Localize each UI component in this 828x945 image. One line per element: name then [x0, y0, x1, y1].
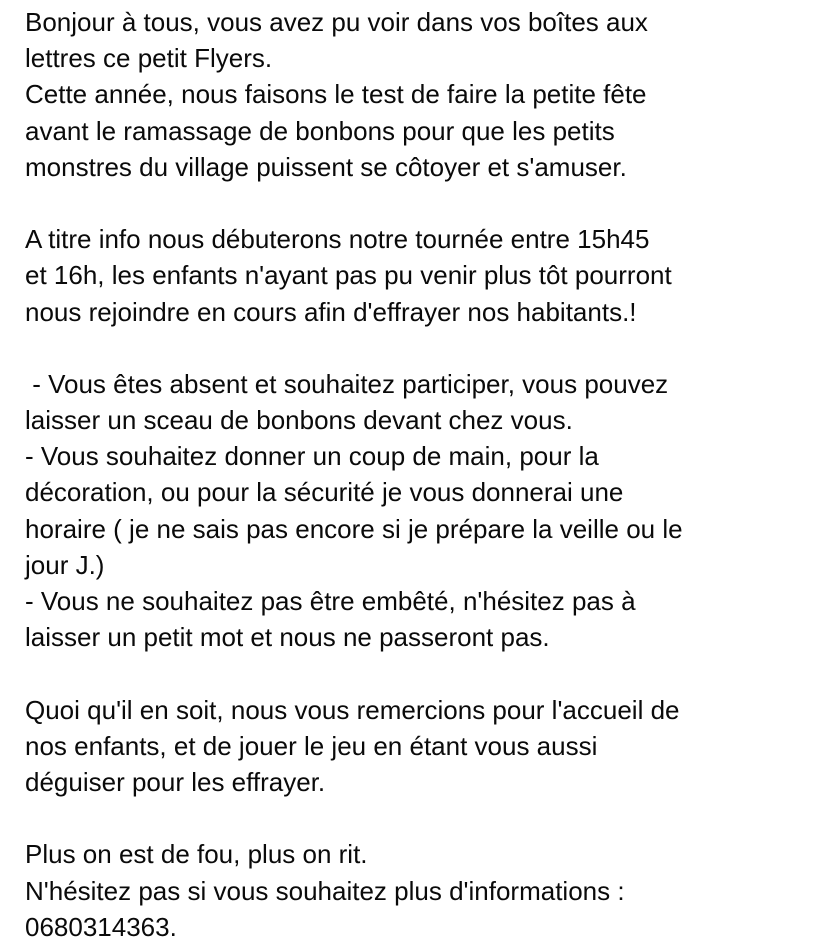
text-line: laisser un sceau de bonbons devant chez vous. — [25, 405, 573, 436]
paragraph-spacer — [25, 185, 820, 221]
text-line: nos enfants, et de jouer le jeu en étant vous aussi — [25, 730, 598, 761]
text-line: jour J.) — [25, 549, 105, 580]
text-line: avant le ramassage de bonbons pour que les petits — [25, 115, 615, 146]
text-line: Bonjour à tous, vous avez pu voir dans vos boîtes aux — [25, 7, 648, 37]
paragraph-schedule — [25, 221, 820, 330]
text-line: N'hésitez pas si vous souhaitez plus d'informations : — [25, 875, 625, 906]
phone-number[interactable]: 0680314363. — [25, 911, 177, 942]
paragraph-contact — [25, 836, 820, 945]
text-line: laisser un petit mot et nous ne passeront pas. — [25, 622, 550, 653]
text-line: déguiser pour les effrayer. — [25, 766, 326, 797]
text-line: Plus on est de fou, plus on rit. — [25, 839, 368, 870]
text-line: et 16h, les enfants n'ayant pas pu venir plus tôt pourront — [25, 260, 672, 291]
text-line: - Vous êtes absent et souhaitez participer, vous pouvez — [25, 368, 669, 399]
paragraph-spacer — [25, 655, 820, 691]
text-line: décoration, ou pour la sécurité je vous donnerai une — [25, 477, 624, 508]
text-line: monstres du village puissent se côtoyer et s'amuser. — [25, 151, 627, 182]
text-line: - Vous ne souhaitez pas être embêté, n'hésitez pas à — [25, 586, 636, 616]
text-line: Cette année, nous faisons le test de faire la petite fête — [25, 79, 647, 110]
paragraph-spacer — [25, 330, 820, 366]
paragraph-spacer — [25, 800, 820, 836]
text-line: - Vous souhaitez donner un coup de main, pour la — [25, 441, 599, 472]
text-line: lettres ce petit Flyers. — [25, 43, 273, 74]
text-line: Quoi qu'il en soit, nous vous remercions pour l'accueil de — [25, 694, 680, 725]
post-text — [25, 4, 820, 945]
paragraph-options — [25, 366, 820, 656]
text-line: A titre info nous débuterons notre tournée entre 15h45 — [25, 224, 650, 255]
text-line: nous rejoindre en cours afin d'effrayer nos habitants.! — [25, 296, 637, 327]
paragraph-intro — [25, 4, 820, 185]
text-line: horaire ( je ne sais pas encore si je prépare la veille ou le — [25, 513, 683, 544]
paragraph-thanks — [25, 692, 820, 801]
